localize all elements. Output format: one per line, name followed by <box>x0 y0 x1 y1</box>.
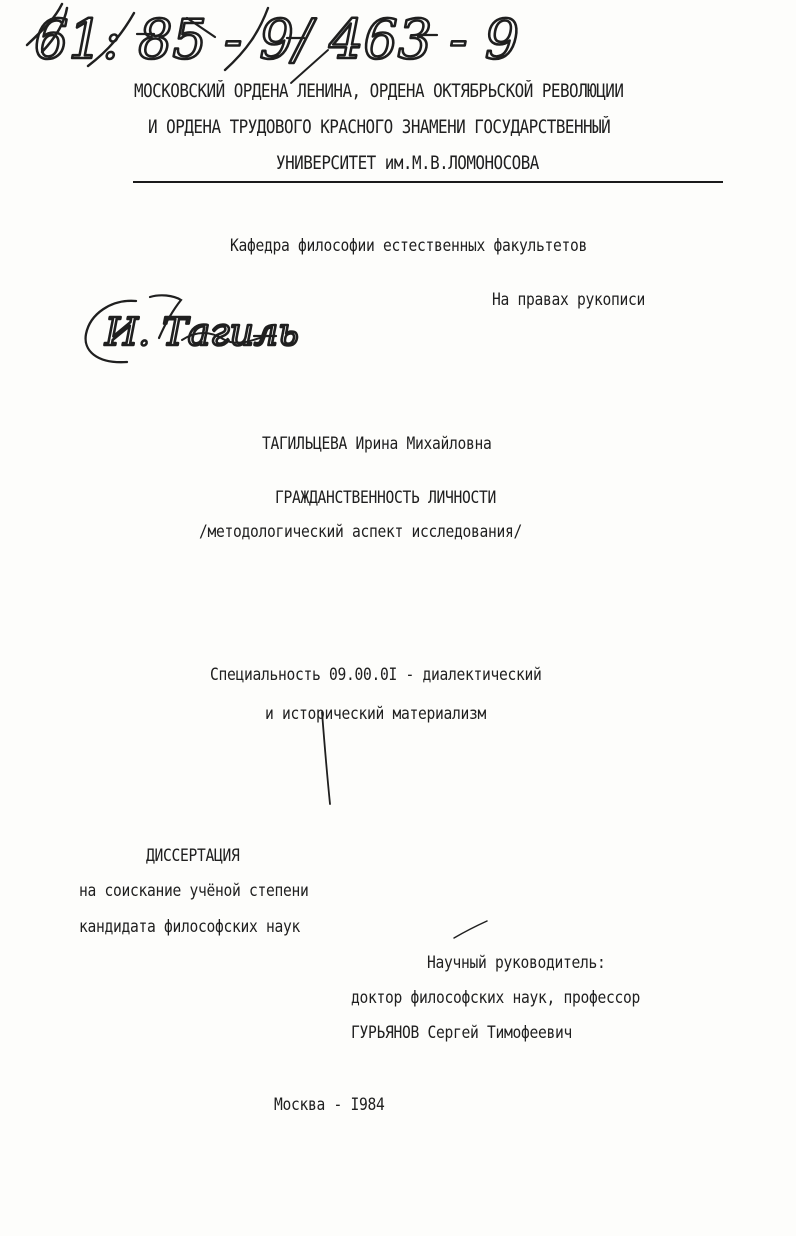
dissertation-title: ГРАЖДАНСТВЕННОСТЬ ЛИЧНОСТИ <box>275 488 497 508</box>
manuscript-note: На правах рукописи <box>492 290 646 310</box>
small-handwritten-mark <box>451 918 491 942</box>
university-line-1: МОСКОВСКИЙ ОРДЕНА ЛЕНИНА, ОРДЕНА ОКТЯБРЬСКОЙ РЕВОЛЮЦИИ <box>134 81 624 102</box>
dissertation-degree-line-2: кандидата философских наук <box>79 917 301 937</box>
author-name: ТАГИЛЬЦЕВА Ирина Михайловна <box>262 434 492 454</box>
author-signature <box>78 286 318 378</box>
specialty-line-1: Специальность 09.00.0I - диалектический <box>210 665 542 685</box>
dissertation-label: ДИССЕРТАЦИЯ <box>146 846 240 866</box>
supervisor-label: Научный руководитель: <box>427 953 606 973</box>
university-line-2: И ОРДЕНА ТРУДОВОГО КРАСНОГО ЗНАМЕНИ ГОСУДАРСТВЕННЫЙ <box>148 117 611 138</box>
dissertation-subtitle: /методологический аспект исследования/ <box>199 522 523 542</box>
dissertation-degree-line-1: на соискание учёной степени <box>79 881 309 901</box>
university-line-3: УНИВЕРСИТЕТ им.М.В.ЛОМОНОСОВА <box>276 153 539 174</box>
signature-text: И. Тагиль <box>105 310 299 354</box>
header-rule <box>133 181 723 183</box>
supervisor-name: ГУРЬЯНОВ Сергей Тимофеевич <box>351 1023 573 1043</box>
specialty-line-2: и исторический материализм <box>265 704 487 724</box>
department: Кафедра философии естественных факультетов <box>230 236 588 256</box>
supervisor-degree: доктор философских наук, профессор <box>351 988 641 1008</box>
handwritten-archive-code-text: 61: 85 - 9/ 463 - 9 <box>34 8 520 71</box>
place-year: Москва - I984 <box>274 1095 385 1115</box>
